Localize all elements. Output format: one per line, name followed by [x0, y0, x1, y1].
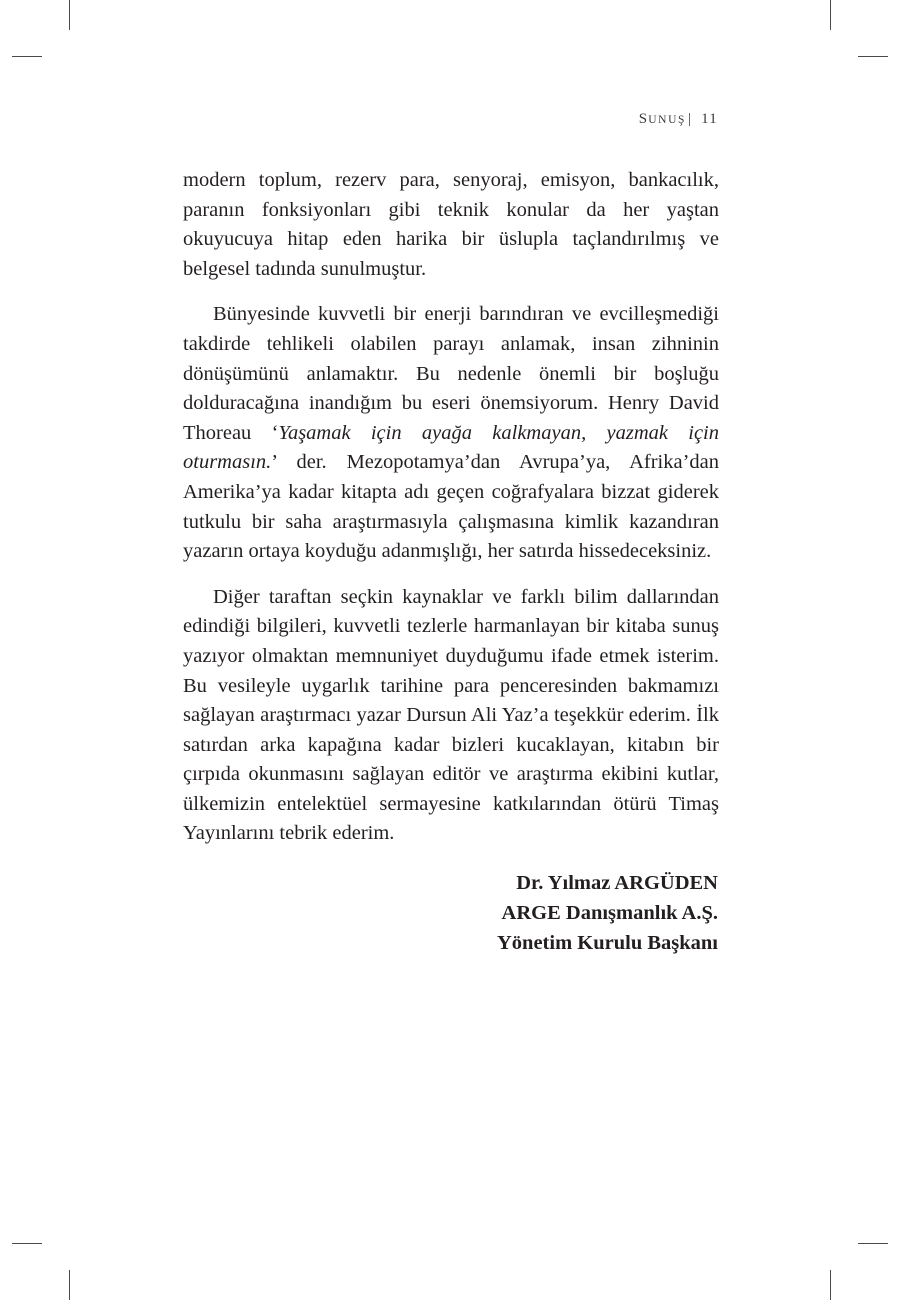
paragraph-2-rest: ’ der. Mezopotamya’dan Avrupa’ya, Afrika’dan Amerika’ya kadar kitapta adı geçen coğrafyalara bizzat giderek tutkulu bir saha araştırmasıyla çalışmasına kimlik kazandıran yazarın ortaya koyduğu adanmışlığı, her satırda hissedeceksiniz.	[183, 451, 719, 563]
signature-company: ARGE Danışmanlık A.Ş.	[501, 901, 718, 924]
paragraph-3: Diğer taraftan seçkin kaynaklar ve farklı bilim dallarından edindiği bilgileri, kuvvetli tezlerle harmanlayan bir kitaba sunuş yazıyor olmaktan memnuniyet duyduğumu ifade etmek isterim. Bu vesileyle uygarlık tarihine para penceresinden bakmamızı sağlayan araştırmacı yazar Dursun Ali Yaz’a teşekkür ederim. İlk satırdan arka kapağına kadar bizleri kucaklayan, kitabın bir çırpıda okunmasını sağlayan editör ve araştırma ekibini kutlar, ülkemizin entelektüel sermayesine katkılarından ötürü Timaş Yayınlarını tebrik ederim.	[183, 585, 719, 845]
signature-block	[497, 869, 718, 958]
paragraph-1: modern toplum, rezerv para, senyoraj, emisyon, bankacılık, paranın fonksiyonları gibi teknik konular da her yaştan okuyucuya hitap eden harika bir üslupla taçlandırılmış ve belgesel tadında sunulmuştur.	[183, 169, 719, 280]
section-title-initial: S	[638, 111, 649, 127]
crop-mark-top-right-vertical	[830, 0, 831, 30]
crop-mark-top-right-horizontal	[858, 56, 888, 57]
crop-mark-bottom-left-horizontal	[12, 1243, 42, 1244]
crop-mark-top-left-horizontal	[12, 56, 42, 57]
signature-title: Yönetim Kurulu Başkanı	[497, 931, 718, 954]
section-title-rest: UNUŞ	[648, 114, 686, 126]
running-header	[639, 111, 718, 128]
crop-mark-bottom-right-horizontal	[858, 1243, 888, 1244]
paragraph-2-intro: Bünyesinde kuvvetli bir enerji barındıran ve evcilleşmediği takdirde tehlikeli olabilen parayı anlamak, insan zihninin dönüşümünü anlamaktır. Bu nedenle önemli bir boşluğu dolduracağına inandığım bu eseri önemsiyorum. Henry David Thoreau ‘	[183, 303, 719, 444]
page-number: 11	[701, 111, 718, 127]
thoreau-quote: Yaşamak için ayağa kalkmayan, yazmak için oturmasın.	[183, 421, 719, 474]
crop-mark-bottom-left-vertical	[69, 1270, 70, 1300]
paragraph-2	[183, 300, 719, 566]
crop-mark-bottom-right-vertical	[830, 1270, 831, 1300]
crop-mark-top-left-vertical	[69, 0, 70, 30]
body-text	[183, 166, 719, 865]
signature-name: Dr. Yılmaz ARGÜDEN	[516, 872, 718, 894]
header-separator: |	[688, 111, 693, 127]
